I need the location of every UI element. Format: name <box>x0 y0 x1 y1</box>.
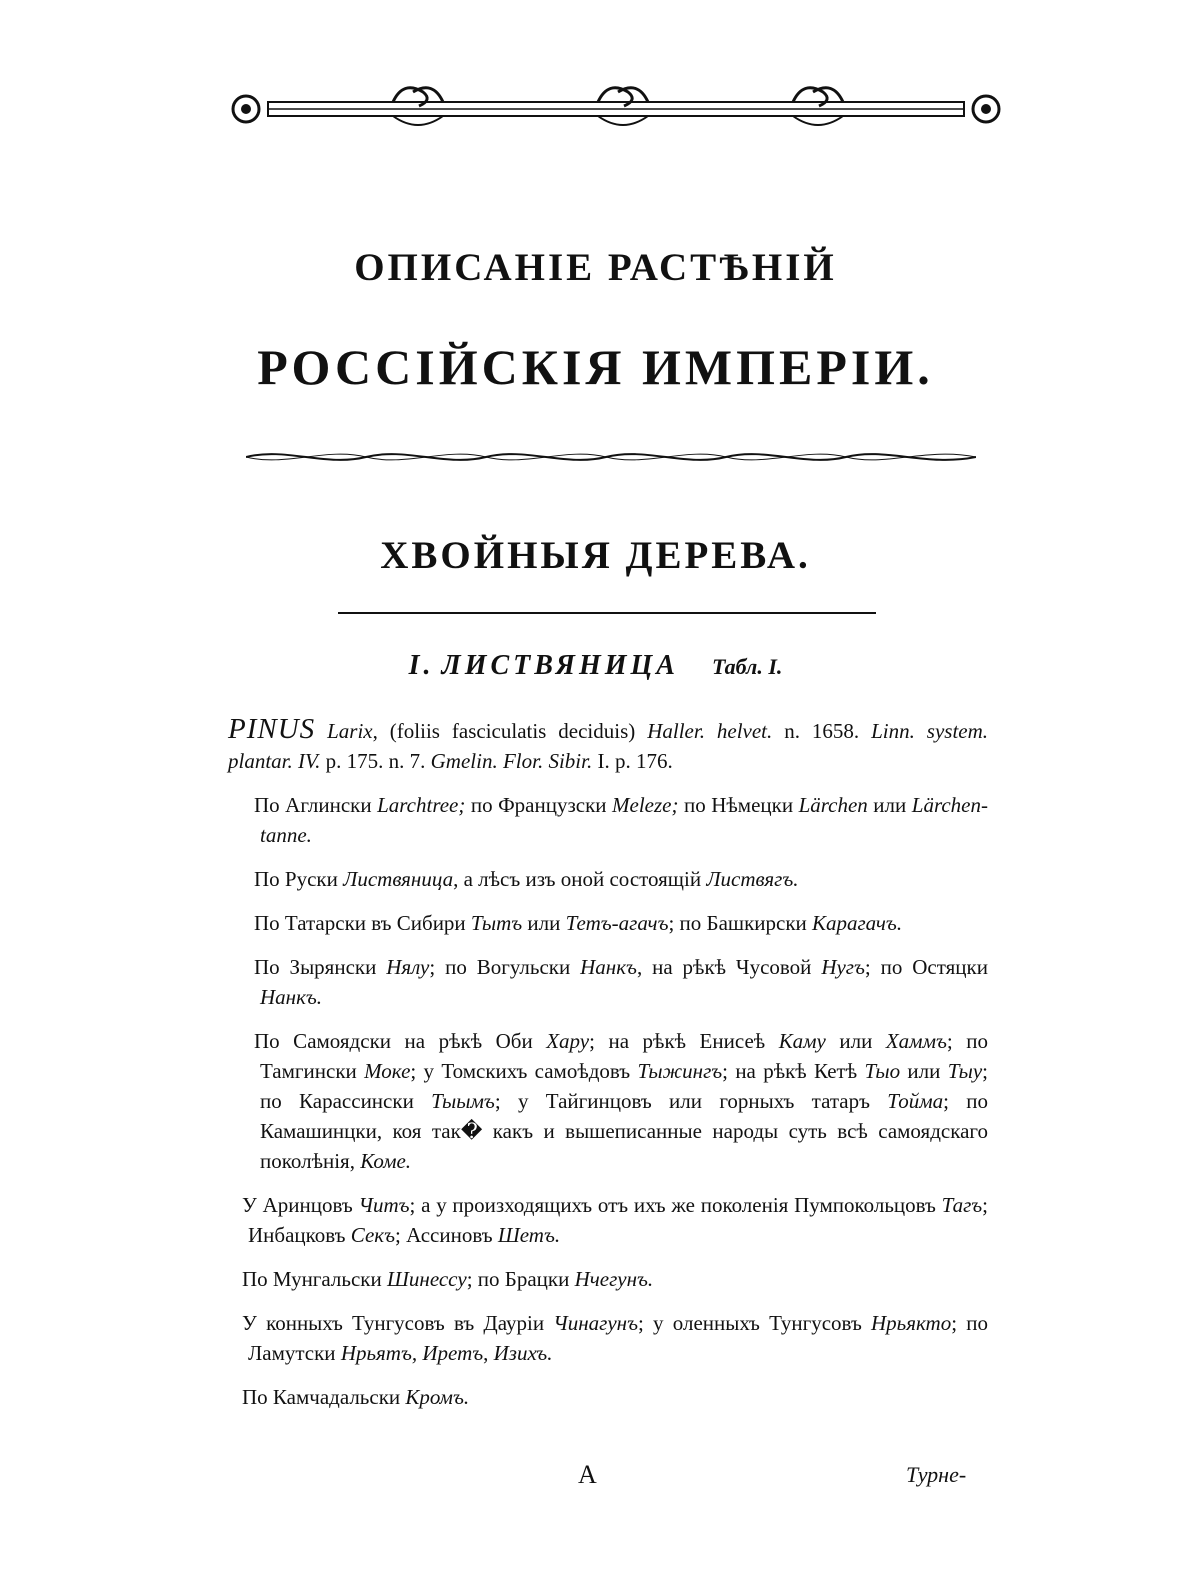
paragraph-tatar-names: По Татарски въ Сибири Тытъ или Тетъ-агачъ; по Башкирски Карагачъ. <box>254 911 903 935</box>
entry-table-ref: Табл. I. <box>711 654 783 679</box>
entry-name: ЛИСТВЯНИЦА <box>441 650 679 681</box>
paragraph-mongol-names: По Мунгальски Шинессу; по Брацки Нчегунъ. <box>242 1267 654 1291</box>
body-text <box>228 714 988 1426</box>
paragraph-european-names: По Аглински Larchtree; по Французски Meleze; по Нѣмецки Lärchen или Lärchen-tanne. <box>254 793 988 847</box>
signature-mark: A <box>578 1460 597 1489</box>
paragraph-tungus-names: У конныхъ Тунгусовъ въ Дауріи Чинагунъ; у оленныхъ Тунгусовъ Нрьякто; по Ламутски Нрьятъ, Иретъ, Изихъ. <box>242 1311 988 1365</box>
title-line-1: ОПИСАНІЕ РАСТѢНІЙ <box>354 246 837 289</box>
entry-number: I. <box>408 650 435 681</box>
section-title: ХВОЙНЫЯ ДЕРЕВА. <box>380 534 811 577</box>
paragraph-russian-names: По Руски Листвяница, а лѣсъ изъ оной состоящій Листвягъ. <box>254 867 799 891</box>
entry-heading <box>0 650 1191 682</box>
paragraph-samoyed-names: По Самоядски на рѣкѣ Оби Хару; на рѣкѣ Енисеѣ Каму или Хаммъ; по Тамгински Моке; у Томскихъ самоѣдовъ Тыжингъ; на рѣкѣ Кетѣ Тыо или Тыу; по Карассински Тыымъ; у Тайгинцовъ или горныхъ татаръ Тойма; по Камашинцки, коя так� какъ и вышеписанные народы суть всѣ самоядскаго поколѣнія, Коме. <box>254 1029 988 1173</box>
paragraph-kamchadal-names: По Камчадальски Кромъ. <box>242 1385 470 1409</box>
header-ornament <box>228 80 1004 138</box>
paragraph-arin-names: У Аринцовъ Читъ; а у произходящихъ отъ ихъ же поколенія Пумпокольцовъ Тагъ; Инбацковъ Секъ; Ассиновъ Шетъ. <box>242 1193 989 1247</box>
catchword: Турне- <box>906 1462 967 1487</box>
title-line-2: РОССІЙСКІЯ ИМПЕРІИ. <box>257 339 934 395</box>
paragraph-latin: PINUS Larix, (foliis fasciculatis deciduis) Haller. helvet. n. 1658. Linn. system. plantar. IV. p. 175. n. 7. Gmelin. Flor. Sibir. I. p. 176. <box>228 713 989 773</box>
floral-divider <box>246 444 976 470</box>
paragraph-zyryan-names: По Зырянски Нялу; по Вогульски Нанкъ, на рѣкѣ Чусовой Нугъ; по Остяцки Нанкъ. <box>254 955 988 1009</box>
section-rule <box>338 612 876 614</box>
